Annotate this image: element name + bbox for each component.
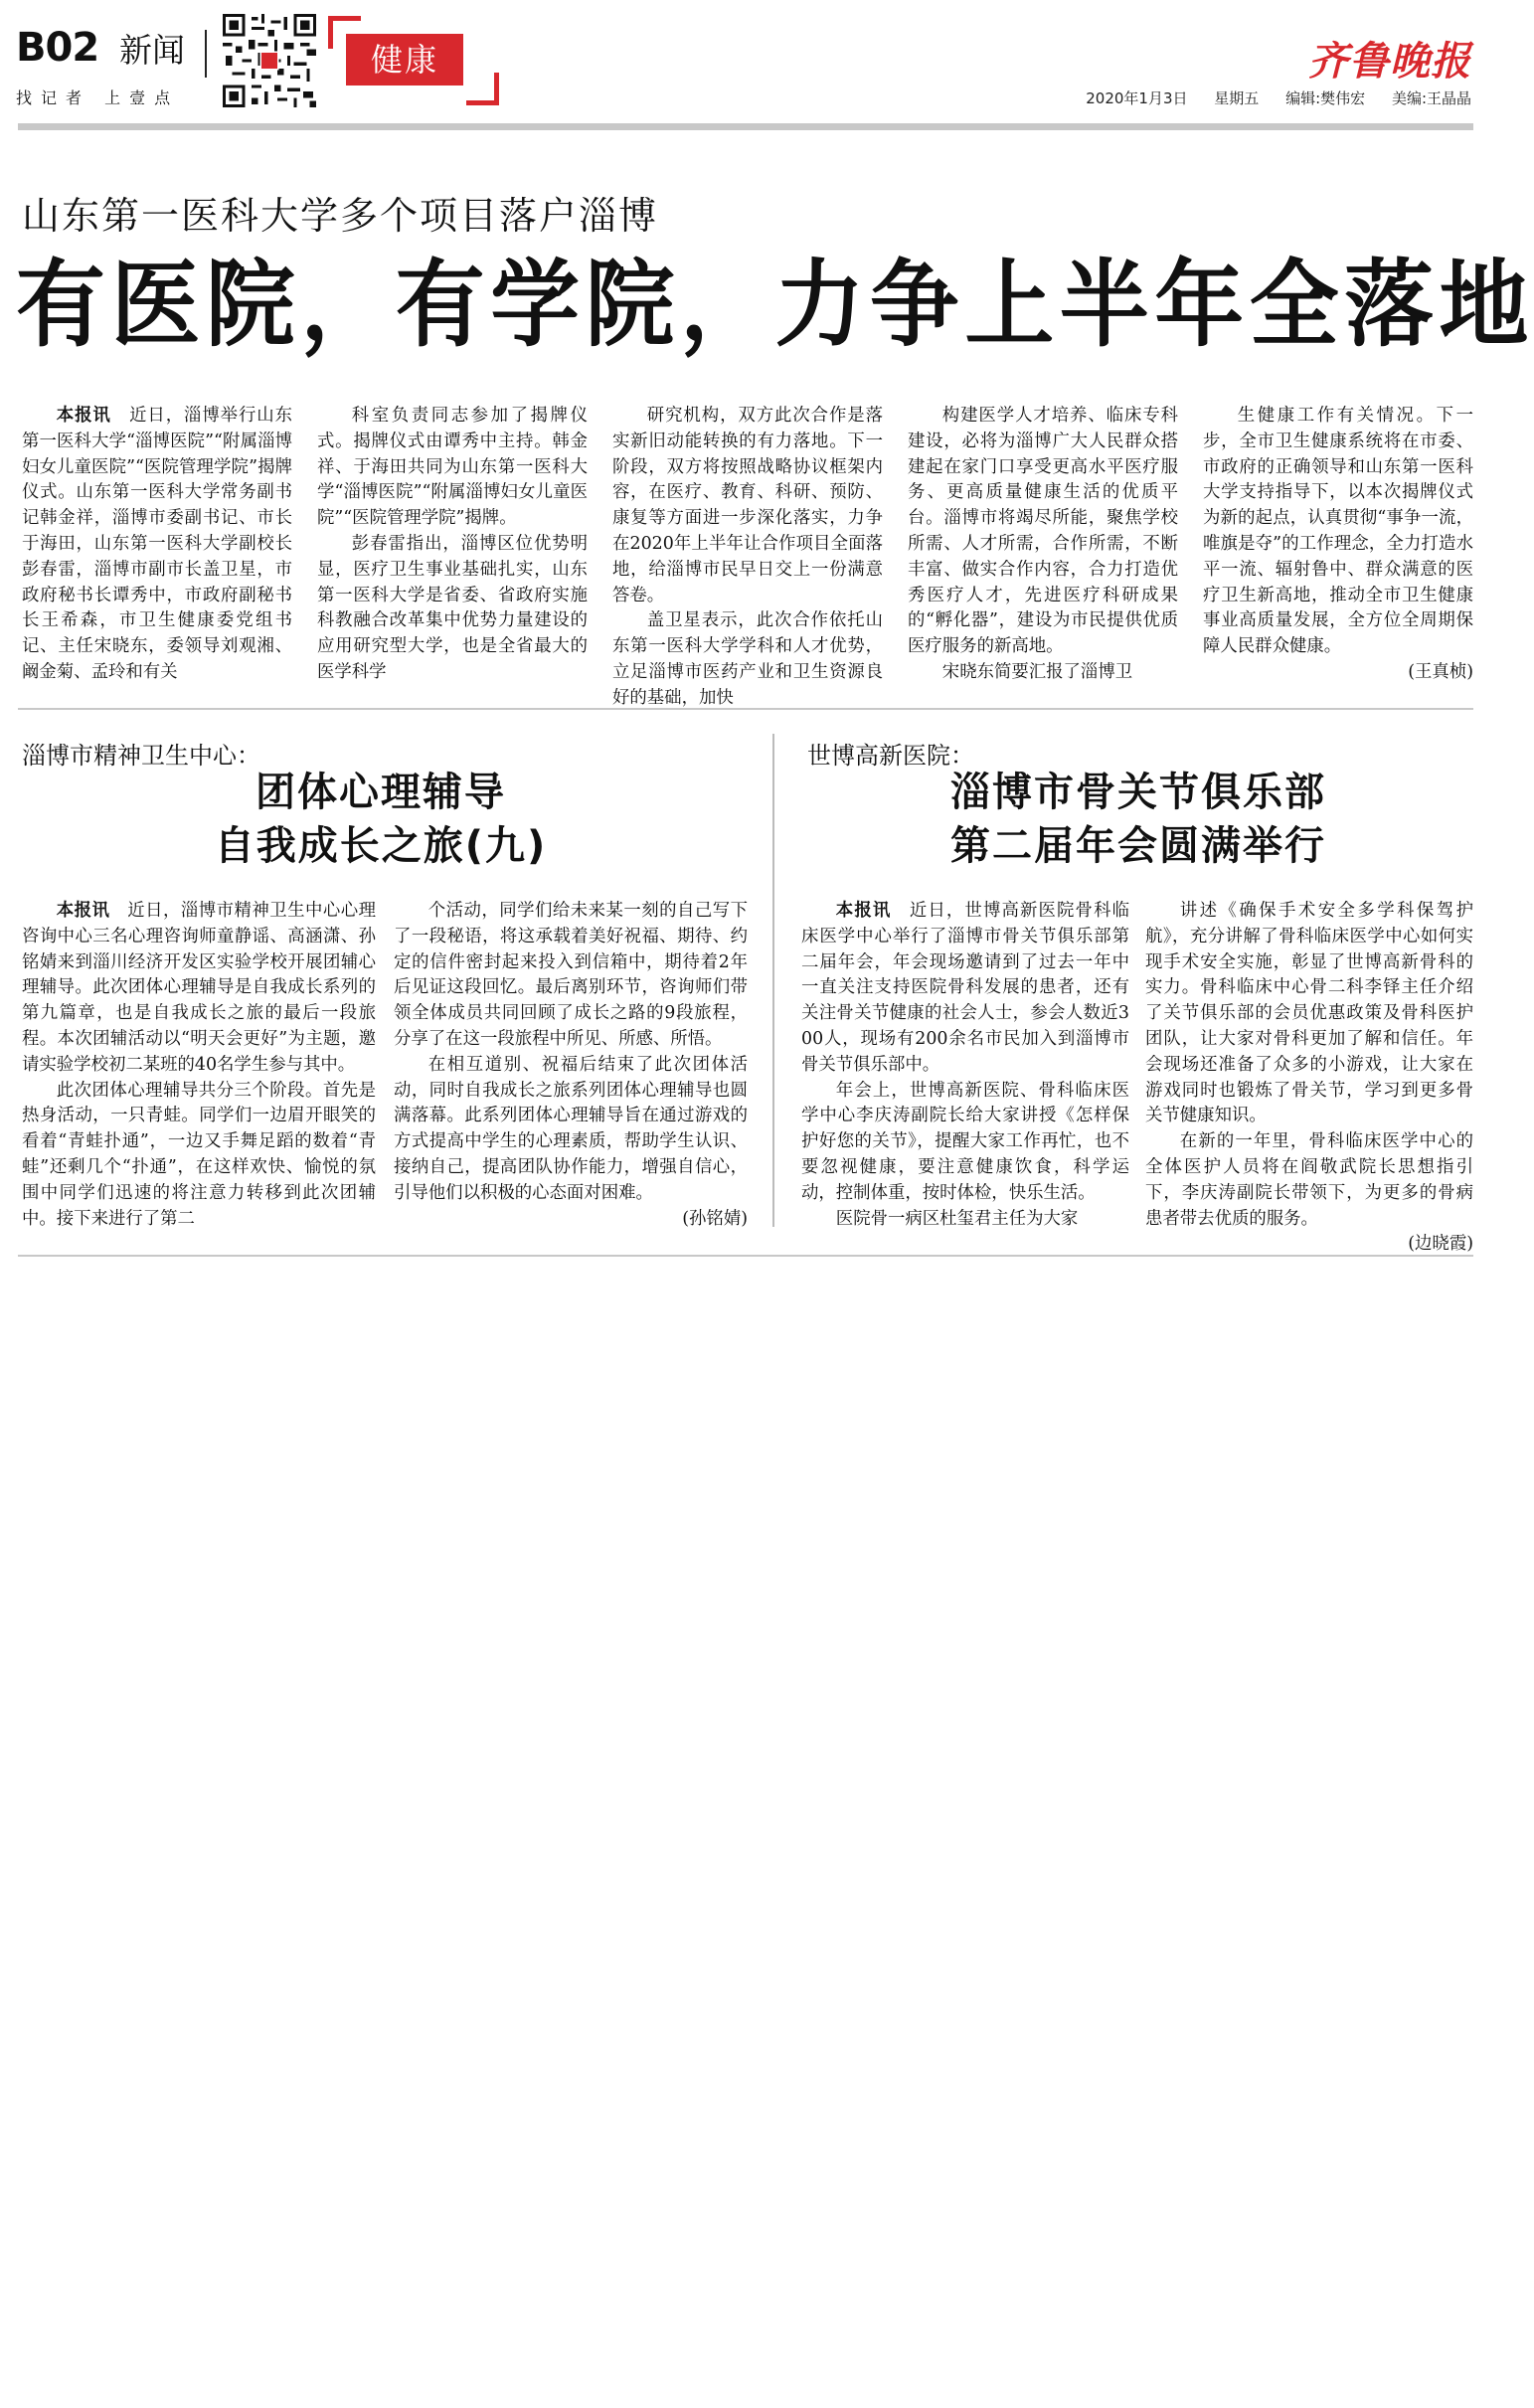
section-rule bbox=[18, 708, 1473, 710]
paragraph: 研究机构，双方此次合作是落实新旧动能转换的有力落地。下一阶段，双方将按照战略协议框架内容，在医疗、教育、科研、预防、康复等方面进一步深化落实，力争在2020年上半年让合作项目全面落地，给淄博市民早日交上一份满意答卷。 bbox=[612, 406, 883, 605]
tag-bracket-bottom-right bbox=[466, 73, 499, 105]
article2-title bbox=[22, 766, 740, 873]
paragraph: 讲述《确保手术安全多学科保驾护航》，充分讲解了骨科临床医学中心如何实现手术安全实施，彰显了世博高新骨科的实力。骨科临床中心骨二科李铎主任介绍了关节俱乐部的会员优惠政策及骨科医护团队，让大家对骨科更加了解和信任。年会现场还准备了众多的小游戏，让大家在游戏同时也锻炼了骨关节，学习到更多骨关节健康知识。 bbox=[1145, 901, 1473, 1126]
paragraph: 个活动，同学们给未来某一刻的自己写下了一段秘语，将这承载着美好祝福、期待、约定的信件密封起来投入到信箱中，期待着2年后见证这段回忆。最后离别环节，咨询师们带领全体成员共同回顾了成长之路的9段旅程，分享了在这一段旅程中所见、所感、所悟。 bbox=[394, 901, 748, 1049]
article2-source: 淄博市精神卫生中心： bbox=[22, 742, 260, 770]
section-tag-label: 健康 bbox=[346, 34, 463, 86]
section-name: 新闻 bbox=[119, 31, 185, 70]
byline: (边晓霞) bbox=[1408, 1234, 1473, 1255]
article1-column bbox=[22, 404, 292, 692]
qr-code-icon[interactable] bbox=[223, 14, 316, 107]
issue-date: 2020年1月3日 bbox=[1086, 89, 1188, 107]
column-divider bbox=[772, 734, 774, 1227]
paragraph: 科室负责同志参加了揭牌仪式。揭牌仪式由谭秀中主持。韩金祥、于海田共同为山东第一医科大学“淄博医院”“附属淄博妇女儿童医院”“医院管理学院”揭牌。 bbox=[317, 406, 588, 529]
paragraph: 构建医学人才培养、临床专科建设，必将为淄博广大人民群众搭建起在家门口享受更高水平医疗服务、更高质量健康生活的优质平台。淄博市将竭尽所能，聚焦学校所需、人才所需，合作所需，不断丰富、做实合作内容，合力打造优秀医疗人才，先进医疗科研成果的“孵化器”，建设为市民提供优质医疗服务的新高地。 bbox=[908, 406, 1178, 657]
article3-title-line1: 淄博市骨关节俱乐部 bbox=[950, 770, 1326, 815]
paragraph: 年会上，世博高新医院、骨科临床医学中心李庆涛副院长给大家讲授《怎样保护好您的关节》，提醒大家工作再忙，也不要忽视健康，要注意健康饮食，科学运动，控制体重，按时体检，快乐生活。 bbox=[801, 1080, 1129, 1203]
article1-headline: 有医院，有学院，力争上半年全落地 bbox=[16, 251, 1534, 360]
paragraph: 在新的一年里，骨科临床医学中心的全体医护人员将在阎敬武院长思想指引下，李庆涛副院长带领下，为更多的骨病患者带去优质的服务。 bbox=[1145, 1131, 1473, 1229]
header-meta bbox=[1064, 87, 1471, 108]
editor-credit: 编辑:樊伟宏 bbox=[1285, 89, 1366, 107]
bottom-rule bbox=[18, 1255, 1473, 1257]
article3-title-line2: 第二届年会圆满举行 bbox=[950, 823, 1326, 869]
lead-label: 本报讯 bbox=[56, 901, 128, 921]
designer-credit: 美编:王晶晶 bbox=[1391, 89, 1471, 107]
paragraph: 盖卫星表示，此次合作依托山东第一医科大学学科和人才优势，立足淄博市医药产业和卫生资源良好的基础，加快 bbox=[612, 610, 883, 708]
article1-body bbox=[22, 404, 1473, 708]
page-number: B02 bbox=[16, 25, 99, 71]
byline: (王真桢) bbox=[1408, 661, 1473, 682]
header-rule bbox=[18, 123, 1473, 130]
paragraph: 在相互道别、祝福后结束了此次团体活动，同时自我成长之旅系列团体心理辅导也圆满落幕。此系列团体心理辅导旨在通过游戏的方式提高中学生的心理素质，帮助学生认识、接纳自己，提高团队协作能力，增强自信心，引导他们以积极的心态面对困难。 bbox=[394, 1054, 748, 1203]
issue-weekday: 星期五 bbox=[1214, 89, 1260, 107]
section-tag bbox=[328, 16, 499, 105]
article1-column bbox=[317, 404, 588, 692]
article3-column bbox=[801, 899, 1129, 1237]
header-subline: 找记者 上壹点 bbox=[16, 88, 180, 107]
paragraph: 本报讯 近日，淄博举行山东第一医科大学“淄博医院”“附属淄博妇女儿童医院”“医院管理学院”揭牌仪式。山东第一医科大学常务副书记韩金祥，淄博市委副书记、市长于海田，山东第一医科大学副校长彭春雷，淄博市副市长盖卫星，市政府秘书长谭秀中，市政府副秘书长王希森，市卫生健康委党组书记、主任宋晓东，委领导刘观湘、阚金菊、孟玲和有关 bbox=[22, 406, 292, 682]
byline: (孙铭婧) bbox=[682, 1208, 748, 1229]
article2-title-line1: 团体心理辅导 bbox=[256, 770, 506, 815]
paragraph: 生健康工作有关情况。下一步，全市卫生健康系统将在市委、市政府的正确领导和山东第一医科大学支持指导下，以本次揭牌仪式为新的起点，认真贯彻“事争一流，唯旗是夺”的工作理念，全力打造水平一流、辐射鲁中、群众满意的医疗卫生新高地，推动全市卫生健康事业高质量发展，全方位全周期保障人民群众健康。 bbox=[1203, 406, 1473, 657]
article2-title-line2: 自我成长之旅(九) bbox=[214, 823, 548, 869]
article1-column bbox=[612, 404, 883, 708]
lead-label: 本报讯 bbox=[56, 406, 130, 426]
newspaper-logo: 齐鲁晚报 bbox=[1308, 38, 1471, 85]
article3-column bbox=[1145, 899, 1473, 1255]
article1-kicker: 山东第一医科大学多个项目落户淄博 bbox=[22, 194, 659, 238]
paragraph: 彭春雷指出，淄博区位优势明显，医疗卫生事业基础扎实，山东第一医科大学是省委、省政府实施科教融合改革集中优势力量建设的应用研究型大学，也是全省最大的医学科学 bbox=[317, 533, 588, 682]
article3-body bbox=[801, 899, 1473, 1255]
paragraph: 医院骨一病区杜玺君主任为大家 bbox=[835, 1208, 1079, 1229]
article2-column bbox=[22, 899, 376, 1237]
paragraph: 此次团体心理辅导共分三个阶段。首先是热身活动，一只青蛙。同学们一边眉开眼笑的看着“青蛙扑通”，一边又手舞足蹈的数着“青蛙”还剩几个“扑通”，在这样欢快、愉悦的氛围中同学们迅速的将注意力转移到此次团辅中。接下来进行了第二 bbox=[22, 1080, 376, 1229]
lead-label: 本报讯 bbox=[835, 901, 910, 921]
header-divider bbox=[205, 30, 207, 78]
paragraph: 宋晓东简要汇报了淄博卫 bbox=[941, 661, 1133, 682]
article3-source: 世博高新医院： bbox=[807, 742, 974, 770]
article2-column bbox=[394, 899, 748, 1237]
article1-column bbox=[908, 404, 1178, 692]
article1-column bbox=[1203, 404, 1473, 692]
paragraph: 本报讯 近日，淄博市精神卫生中心心理咨询中心三名心理咨询师童静谣、高涵潇、孙铭婧来到淄川经济开发区实验学校开展团辅心理辅导。此次团体心理辅导是自我成长系列的第九篇章，也是自我成长之旅的最后一段旅程。本次团辅活动以“明天会更好”为主题，邀请实验学校初二某班的40名学生参与其中。 bbox=[22, 901, 376, 1075]
paragraph: 本报讯 近日，世博高新医院骨科临床医学中心举行了淄博市骨关节俱乐部第二届年会，年会现场邀请到了过去一年中一直关注支持医院骨科发展的患者，还有关注骨关节健康的社会人士，参会人数近300人，现场有200余名市民加入到淄博市骨关节俱乐部中。 bbox=[801, 901, 1129, 1075]
article2-body bbox=[22, 899, 748, 1237]
article3-title bbox=[785, 766, 1491, 873]
